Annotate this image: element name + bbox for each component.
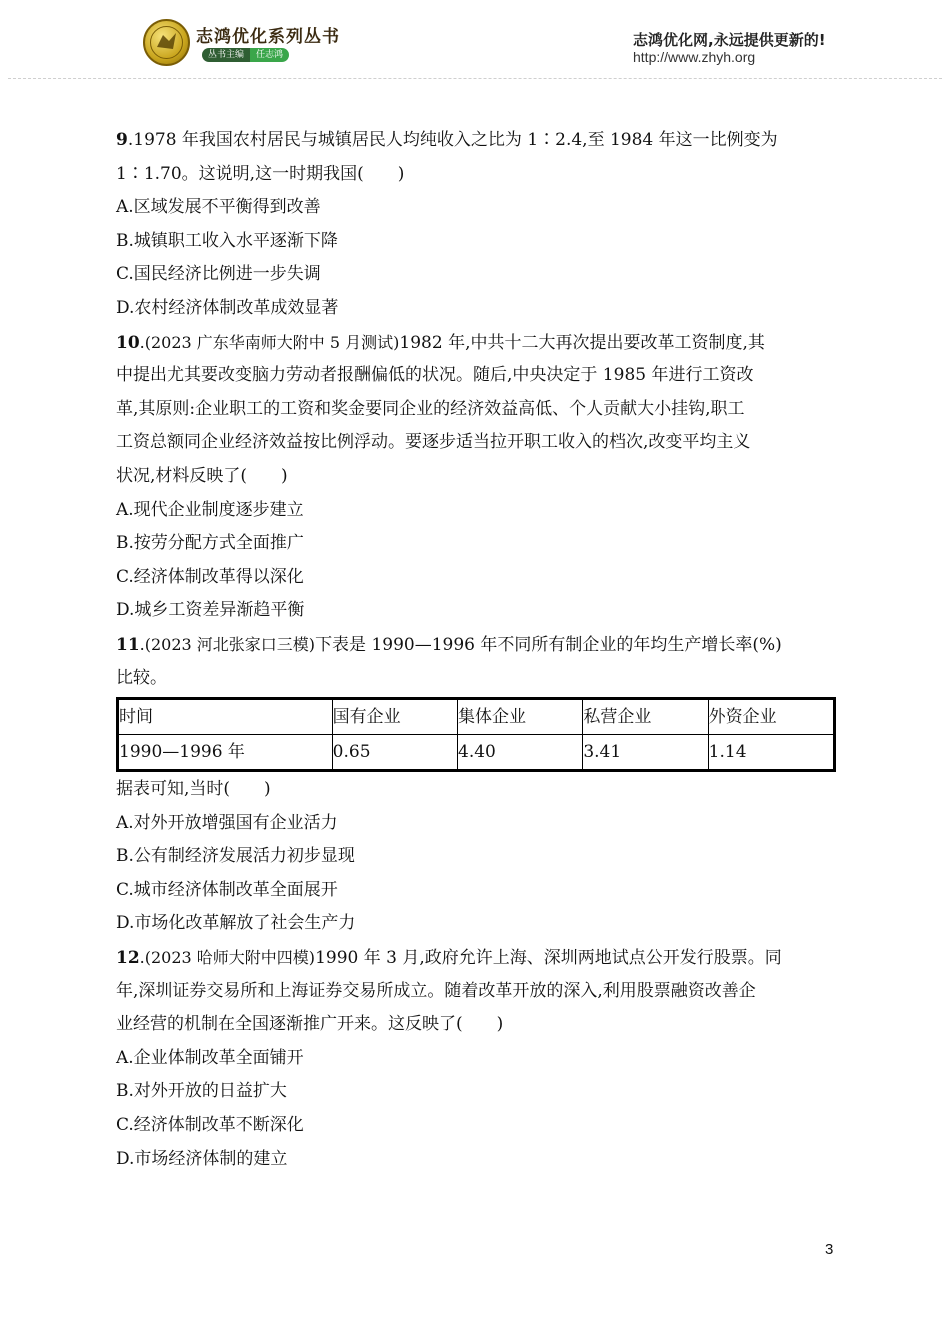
table-header-cell: 外资企业 <box>708 699 834 735</box>
editor-badge <box>202 48 289 62</box>
q10-line-2: 中提出尤其要改变脑力劳动者报酬偏低的状况。随后,中央决定于 1985 年进行工资改 <box>116 365 754 386</box>
q11-line-2: 比较。 <box>116 667 167 688</box>
table-cell: 1990—1996 年 <box>118 735 333 771</box>
q9-number: 9 <box>116 130 128 150</box>
page-number: 3 <box>825 1241 834 1258</box>
q9-option-a[interactable]: A.区域发展不平衡得到改善 <box>116 197 321 218</box>
q10-line-1 <box>116 326 836 360</box>
q10-option-b[interactable]: B.按劳分配方式全面推广 <box>116 533 304 554</box>
editor-name: 任志鸿 <box>250 48 289 62</box>
site-url[interactable]: http://www.zhyh.org <box>633 49 756 65</box>
q12-option-c[interactable]: C.经济体制改革不断深化 <box>116 1115 304 1136</box>
q10-number: 10 <box>116 332 140 353</box>
table-cell: 1.14 <box>708 735 834 771</box>
q10-option-a[interactable]: A.现代企业制度逐步建立 <box>116 499 304 520</box>
q11-option-c[interactable]: C.城市经济体制改革全面展开 <box>116 879 338 900</box>
q12-line-2: 年,深圳证券交易所和上海证券交易所成立。随着改革开放的深入,利用股票融资改善企 <box>116 980 756 1001</box>
q9-option-c[interactable]: C.国民经济比例进一步失调 <box>116 264 321 285</box>
growth-rate-table <box>116 697 836 772</box>
header-divider <box>8 78 942 79</box>
q9-line-1 <box>116 124 836 158</box>
q11-stem-1: 下表是 1990—1996 年不同所有制企业的年均生产增长率(%) <box>315 634 782 655</box>
table-header-cell: 时间 <box>118 699 333 735</box>
q10-option-d[interactable]: D.城乡工资差异渐趋平衡 <box>116 600 305 621</box>
table-cell: 3.41 <box>583 735 708 771</box>
q9-option-b[interactable]: B.城镇职工收入水平逐渐下降 <box>116 230 338 251</box>
q10-stem-1: 1982 年,中共十二大再次提出要改革工资制度,其 <box>399 332 765 353</box>
page-header <box>0 0 950 82</box>
q12-line-3: 业经营的机制在全国逐渐推广开来。这反映了( ) <box>116 1014 504 1035</box>
table-header-cell: 国有企业 <box>332 699 457 735</box>
q10-line-3: 革,其原则:企业职工的工资和奖金要同企业的经济效益高低、个人贡献大小挂钩,职工 <box>116 398 745 419</box>
q12-source: .(2023 哈师大附中四模) <box>139 948 316 968</box>
q12-number: 12 <box>116 948 140 969</box>
q11-line-1 <box>116 628 836 662</box>
publisher-logo-icon <box>143 19 190 66</box>
site-slogan: 志鸿优化网,永远提供更新的! <box>633 31 826 49</box>
q12-option-d[interactable]: D.市场经济体制的建立 <box>116 1148 288 1169</box>
question-content <box>116 124 836 1176</box>
q11-option-a[interactable]: A.对外开放增强国有企业活力 <box>116 812 338 833</box>
q9-line-2: 1∶1.70。这说明,这一时期我国( ) <box>116 163 405 184</box>
q11-option-b[interactable]: B.公有制经济发展活力初步显现 <box>116 846 355 867</box>
q11-source: .(2023 河北张家口三模) <box>139 634 316 654</box>
q12-option-a[interactable]: A.企业体制改革全面铺开 <box>116 1047 304 1068</box>
q12-stem-1: 1990 年 3 月,政府允许上海、深圳两地试点公开发行股票。同 <box>315 948 782 969</box>
q10-source: .(2023 广东华南师大附中 5 月测试) <box>139 332 400 352</box>
table-cell: 4.40 <box>458 735 583 771</box>
q9-option-d[interactable]: D.农村经济体制改革成效显著 <box>116 297 339 318</box>
table-header-cell: 集体企业 <box>458 699 583 735</box>
q10-option-c[interactable]: C.经济体制改革得以深化 <box>116 566 304 587</box>
q10-line-4: 工资总额同企业经济效益按比例浮动。要逐步适当拉开职工收入的档次,改变平均主义 <box>116 432 751 453</box>
table-header-cell: 私营企业 <box>583 699 708 735</box>
series-brand: 志鸿优化系列丛书 <box>196 27 340 47</box>
table-header-row <box>118 699 835 735</box>
q12-line-1 <box>116 941 836 975</box>
table-row <box>118 735 835 771</box>
q11-number: 11 <box>116 634 140 655</box>
q11-option-d[interactable]: D.市场化改革解放了社会生产力 <box>116 913 356 934</box>
q12-option-b[interactable]: B.对外开放的日益扩大 <box>116 1081 287 1102</box>
table-cell: 0.65 <box>332 735 457 771</box>
q9-stem-1: .1978 年我国农村居民与城镇居民人均纯收入之比为 1∶2.4,至 1984 年这一比例变为 <box>127 130 778 150</box>
q11-stem-after: 据表可知,当时( ) <box>116 779 271 800</box>
editor-label: 丛书主编 <box>202 48 250 62</box>
q10-line-5: 状况,材料反映了( ) <box>116 465 288 486</box>
